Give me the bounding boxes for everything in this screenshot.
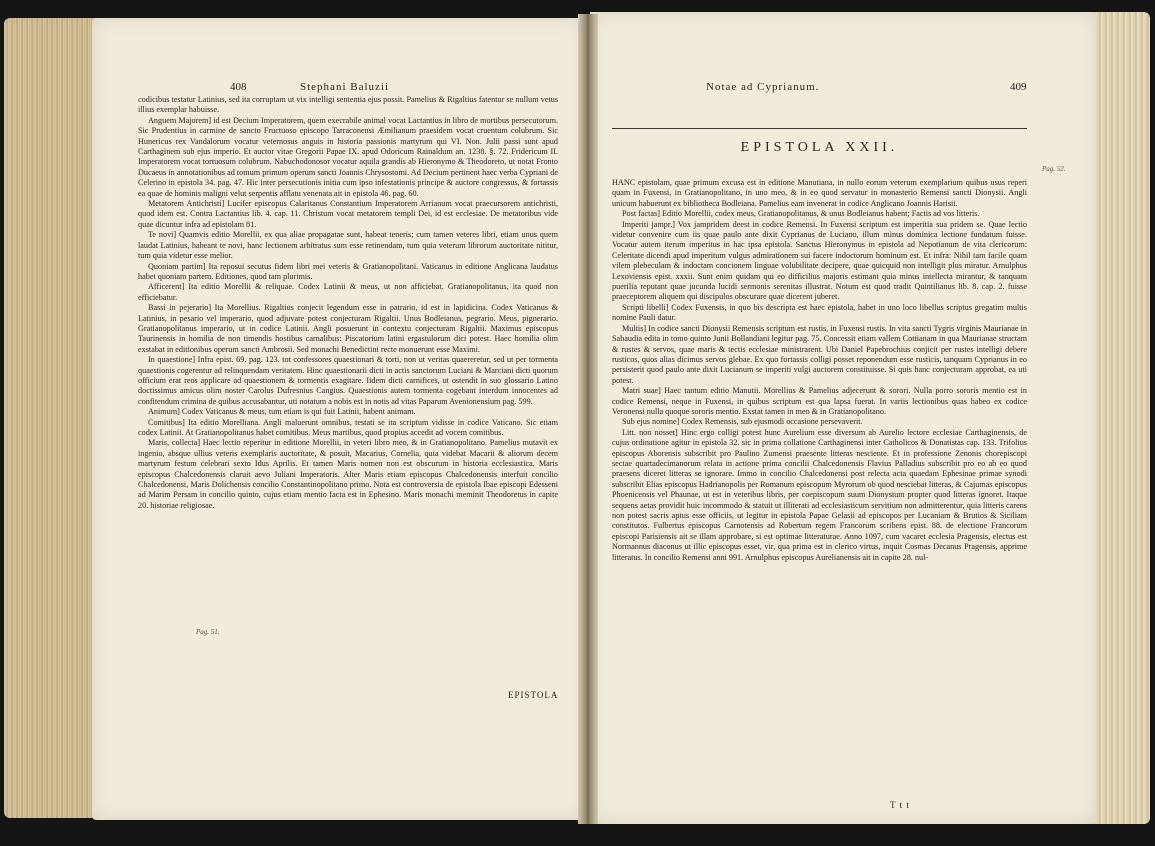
right-margin-note: Pag. 52. <box>1042 165 1066 173</box>
left-margin-note: Pag. 51. <box>196 628 220 636</box>
left-page-number: 408 <box>230 81 247 93</box>
page-edges-right <box>1092 12 1150 824</box>
right-paragraph: HANC epistolam, quae primum excusa est in editione Manutiana, in nullo eorum veterum exemplarium quibus usus reperi quam in Fuxensi, in Gratianopolitano, in uno meo, & in eo quod servatur in monasterio Remensi sancti Dionysii. Angli unicum habuerunt ex bibliotheca Bodleiana. Pamelius eam invenerat in codice Anglicano Joannis Harisii. <box>612 178 1027 208</box>
left-paragraph: Bassi in pejerario] Ita Morellius. Rigaltius conjecit legendum esse in patrario, id est in lapidicina. Codex Vaticanus & Latinius, in pesario vel imperario, quod adjuvare potest conjecturam Rigaltii. Unus Bodleianus, pegrario. Meus, pignerario. Gratianopolitanus imperario, ut in codice Latinii. Angli posuerunt in contextu conjecturam Rigaltii. Maximus episcopus Taurinensis in homilia de non timendis hostibus carnalibus: Piscatorium latini ergastulorum dici potest. Haec homilia olim exstabat in editionibus operum sancti Ambrosii. Sed monachi Benedictini recte monuerunt esse Maximi. <box>138 303 558 354</box>
right-text-column <box>612 178 1027 798</box>
left-text-column <box>138 95 558 705</box>
right-page-number: 409 <box>1010 81 1027 93</box>
left-paragraph: Anguem Majorem] id est Decium Imperatorem, quem execrabile animal vocat Lactantius in libro de mortibus persecutorum. Sic Prudentius in carmine de sancto Fructuoso episcopo Tarraconensi Æmilianum praesidem vocat cruentum colubrum. Sic Hunericus rex Vandalorum vocatur veternosus anguis in historia passionis martyrum qui VI. Non. Julii passi sunt apud Carthaginem sub ejus imperio. Et auctor vitae Gregorii Papae IX. apud Odoricum Rainaldum an. 1238. §. 72. Fridericum II. Imperatorem vocat tortuosum colubrum. Nabuchodonosor vocatur aquila grandis ab Hieronymo & Theodoreto, ut notat Fronto Ducaeus in annotationibus ad tomum primum operum sancti Joannis Chrysostomi. Ad Decium pertinent haec verba Cypriani de Celerino in epistola 34. pag. 47. Hic inter persecutionis initia cum ipso infestationis principe & auctore congressus, & fortassis ea quae de hominis maligni velut serpentis afflatu venenata ait in epistola 46. pag. 60. <box>138 115 558 198</box>
left-paragraph: Te novi] Quamvis editio Morellii, ex qua aliae propagatae sunt, habeat teneris; cum tamen veteres libri, etiam unus quem laudat Latinius, habeant te novi, hanc lectionem arbitratus sum esse retinendam, tum quia veterum librorum auctoritate nititur, tum quia videtur esse melior. <box>138 230 558 261</box>
left-paragraph: Afficerent] Ita editio Morellii & reliquae. Codex Latinii & meus, ut non afficiebat. Gratianopolitanus, ita quod non efficiebatur. <box>138 282 558 302</box>
left-paragraph: Animum] Codex Vaticanus & meus, tum etiam is qui fuit Latinii, habent animam. <box>148 407 416 417</box>
epistola-heading: EPISTOLA XXII. <box>740 140 899 155</box>
right-paragraph: Post factas] Editio Morellii, codex meus, Gratianopolitanus, & unus Bodleianus habent; Factis ad vos litteris. <box>622 209 980 219</box>
heading-rule <box>612 128 1027 129</box>
right-paragraph: Scripti libelli] Codex Fuxensis, in quo bis descripta est haec epistola, habet in uno loco libellus scriptus gregatim multis nomine Pauli datur. <box>612 302 1027 323</box>
left-paragraph: Quoniam partim] Ita reposui secutus fidem libri mei veteris & Gratianopolitani. Vaticanus in editione Anglicana laudatus habet quoniam partem. Editiones, quod tam plurimis. <box>138 261 558 281</box>
left-running-head: Stephani Baluzii <box>300 81 390 93</box>
page-edges-left <box>4 18 96 818</box>
left-paragraph: In quaestione] Infra epist. 69. pag. 123. tot confessores quaestionari & torti, non ut veritas quaereretur, sed ut per tormenta quaestionis cogerentur ad relinquendam veritatem. Hinc quaestionarii dicti in actis sanctorum Luciani & Marciani dicti quorum officium erat reos applicare ad quaestionem & tormentis exagitare. Iidem dicti carnifices, ut ostendit in suo glossario Latino doctissimus amicus olim noster Carolus Dufresnius Cangius. Quaestionis autem tormenta cogebant interdum innocentes ad confitendum crimina de quibus accusabantur, uti notatum a nobis est in notis ad vitas Paparum Avenionensium pag. 599. <box>138 355 558 406</box>
right-paragraph: Imperiti jampr.] Vox jampridem deest in codice Remensi. In Fuxensi scriptum est imperitia sua pridem se. Quae lectio videtur convenire cum iis quae paulo ante dixit Cyprianus de Luciano, illum minus dominica lectione fundatum fuisse. Vocatur autem iterum imperitus in hac ipsa epistola. Sanctus Hieronymus in epistola ad Nepotianum de vita clericorum: Celeritate dicendi apud imperitum vulgus admirationem sui facere indoctorum hominum est. Et infra: Nihil tam facile quam vilem plebeculam & indoctam concionem linguae volubilitate decipere, quae quicquid non intelligit plus miratur. Arnulphus Lexoviensis epist. xxxii. Sunt enim quidam qui eo difficilius majoris estimant quia minus intellecta mirantur, & tanquam puerilia reputant quae jucunda lucidi sermonis serenitas illustrat. Notum est quod tradit Quintilianus lib. 8. cap. 2. fuisse praeceptorem aliquem qui discipulos obscurare quae dicerent juberet. <box>612 219 1027 302</box>
left-paragraph: Maris, collecta] Haec lectio reperitur in editione Morellii, in veteri libro meo, & in Gratianopolitano. Pamelius mutavit ex ingenio, absque ullius veteris exemplaris auctoritate, & posuit, Macarius, Cornelia, quia videbat Macarii & aliorum decem martyrum festum celebrari sexto Idus Aprilis. Et tamen Maris nomen non est obscurum in historia ecclesiastica. Maris episcopus Chalcedonensis claruit aevo Juliani Imperatoris. Alter Maris etiam episcopus Chalcedonensis interfuit concilio Chalcedonensi, Maris Dolichensis concilio Constantinopolitano primo. Nota est controversia de epistola Ibae episcopi Edesseni ad Marim Persam in concilio quinto, cujus etiam mentio facta est in Ephesino. Maris monachi meminit Theodoretus in capite 20. historiae religiosae. <box>138 438 558 510</box>
right-paragraph: Matri suae] Haec tantum editio Manutii. Morellius & Pamelius adjecerunt & sorori. Nulla porro sororis mentio est in codice Remensi, neque in Fuxensi, in quibus scriptum est qua lapsa fuerat. In variis lectionibus quas habeo ex codice Veronensi nulla quoque sororis mentio. Exstat tamen in meo & in Gratianopolitano. <box>612 386 1027 416</box>
right-paragraph: Multis] In codice sancti Dionysii Remensis scriptum est rustis, in Fuxensi rustis. In vita sancti Tygris virginis Maurianae in Sabaudia edita in tomo quinto Junii Bollandiani legitur pag. 75. Concessit etiam vallem Cottianam in qua Maurianae structam & rustes & servos, quae maris & tectis ecclesiae ministrarent. Ubi Daniel Papebrochius conjicit per rustes intelligi debere rusticos, quos alias dicimus servos glebae. Ex quo fortassis colligi posset reponendum esse rusticis, tanquam Cyprianus in eo persisterit quod paulo ante dixit Lucianum se imperiti vulgi auctorem constituisse. Si quis hanc conjecturam approbat, ea uti potest. <box>612 323 1027 385</box>
right-paragraph: Litt. non nosset] Hinc ergo colligi potest hunc Aurelium esse diversum ab Aurelio lectore ecclesiae Carthaginensis, de cujus ordinatione agitur in epistola 32. sic in prima collatione Carthaginensi inter Catholicos & Donatistas cap. 133. Trifolius episcopus Aborensis subscribit pro Paulino Zumensi praesente litteras nesciente. Et in professione Zenonis chorepiscopi sectae quartadecimanorum relata in actione prima concilii Chalcedonensis Flavius Palladius subscribit pro eo ab eo quod praesens diceret litteras se ignorare. Immo in concilio Chalcedonensi post relecta acta quaedam Ephesinae primae synodi subscribit Elias episcopus Hadrianopolis per Romanum episcopum Myrorum ob quod nesciebat litteras, & Cajumas episcopus Phoenicensis vel Phaunae, ut est in veteribus libris, per coepiscopum suum Dionysium propter quod litteras ignoret. Itaque sequens aetas providit huic incommodo & statuit ut illiterati ad ecclesiasticum servitium non admitterentur, quia litteris carens non potest sacris aptus esse officiis, ut legitur in epistola Papae Gelasii ad episcopos per Lucaniam & Brutios & Siciliam constitutos. Fulbertus episcopus Carnotensis ad Robertum regem Francorum scribens epist. 88. de electione Francorum episcopi Parisiensis ait se illam approbare, si est optimae litteraturae. Anno 1097, cum vacaret ecclesia Pragensis, electus est Normannus diaconus ut illic episcopus esset, vir, qua prima est in clerico virtus, inquit Cosmas Decanus Pragensis, apprime litteratus. In concilio Remensi anni 991. Arnulphus episcopus Aurelianensis ait in capite 28. nul- <box>612 427 1027 562</box>
right-catchword: T t t <box>890 800 910 810</box>
book-gutter <box>578 14 598 824</box>
left-paragraph: Metatorem Antichristi] Lucifer episcopus Calaritanus Constantium Imperatorem Arrianum vocat praecursorem antichristi, quod idem est. Contra Lactantius lib. 4. cap. 11. Christum vocat metatorem templi Dei, id est ecclesiae. De metatoribus vide quae dicuntur infra ad epistolam 81. <box>138 199 558 229</box>
left-paragraph: Comitibus] Ita editio Morelliana. Angli maluerunt omnibus, testati se ita scriptum vidisse in codice Vaticano. Sic etiam codex Latinii. At Gratianopolitanus habet comitibus. Meus martibus, quod propius accedit ad vocem comitibus. <box>138 417 558 437</box>
left-paragraph: codicibus testatur Latinius, sed ita corruptam ut vix intelligi sententia ejus possit. Pamelius & Rigaltius fatentur se nullum vetus illius exemplar habuisse. <box>138 95 558 115</box>
right-paragraph: Sub ejus nomine] Codex Remensis, sub ejusmodi occasione persevaverit. <box>622 417 863 427</box>
right-running-head: Notae ad Cyprianum. <box>706 81 820 93</box>
left-catchword: EPISTOLA <box>508 690 559 700</box>
